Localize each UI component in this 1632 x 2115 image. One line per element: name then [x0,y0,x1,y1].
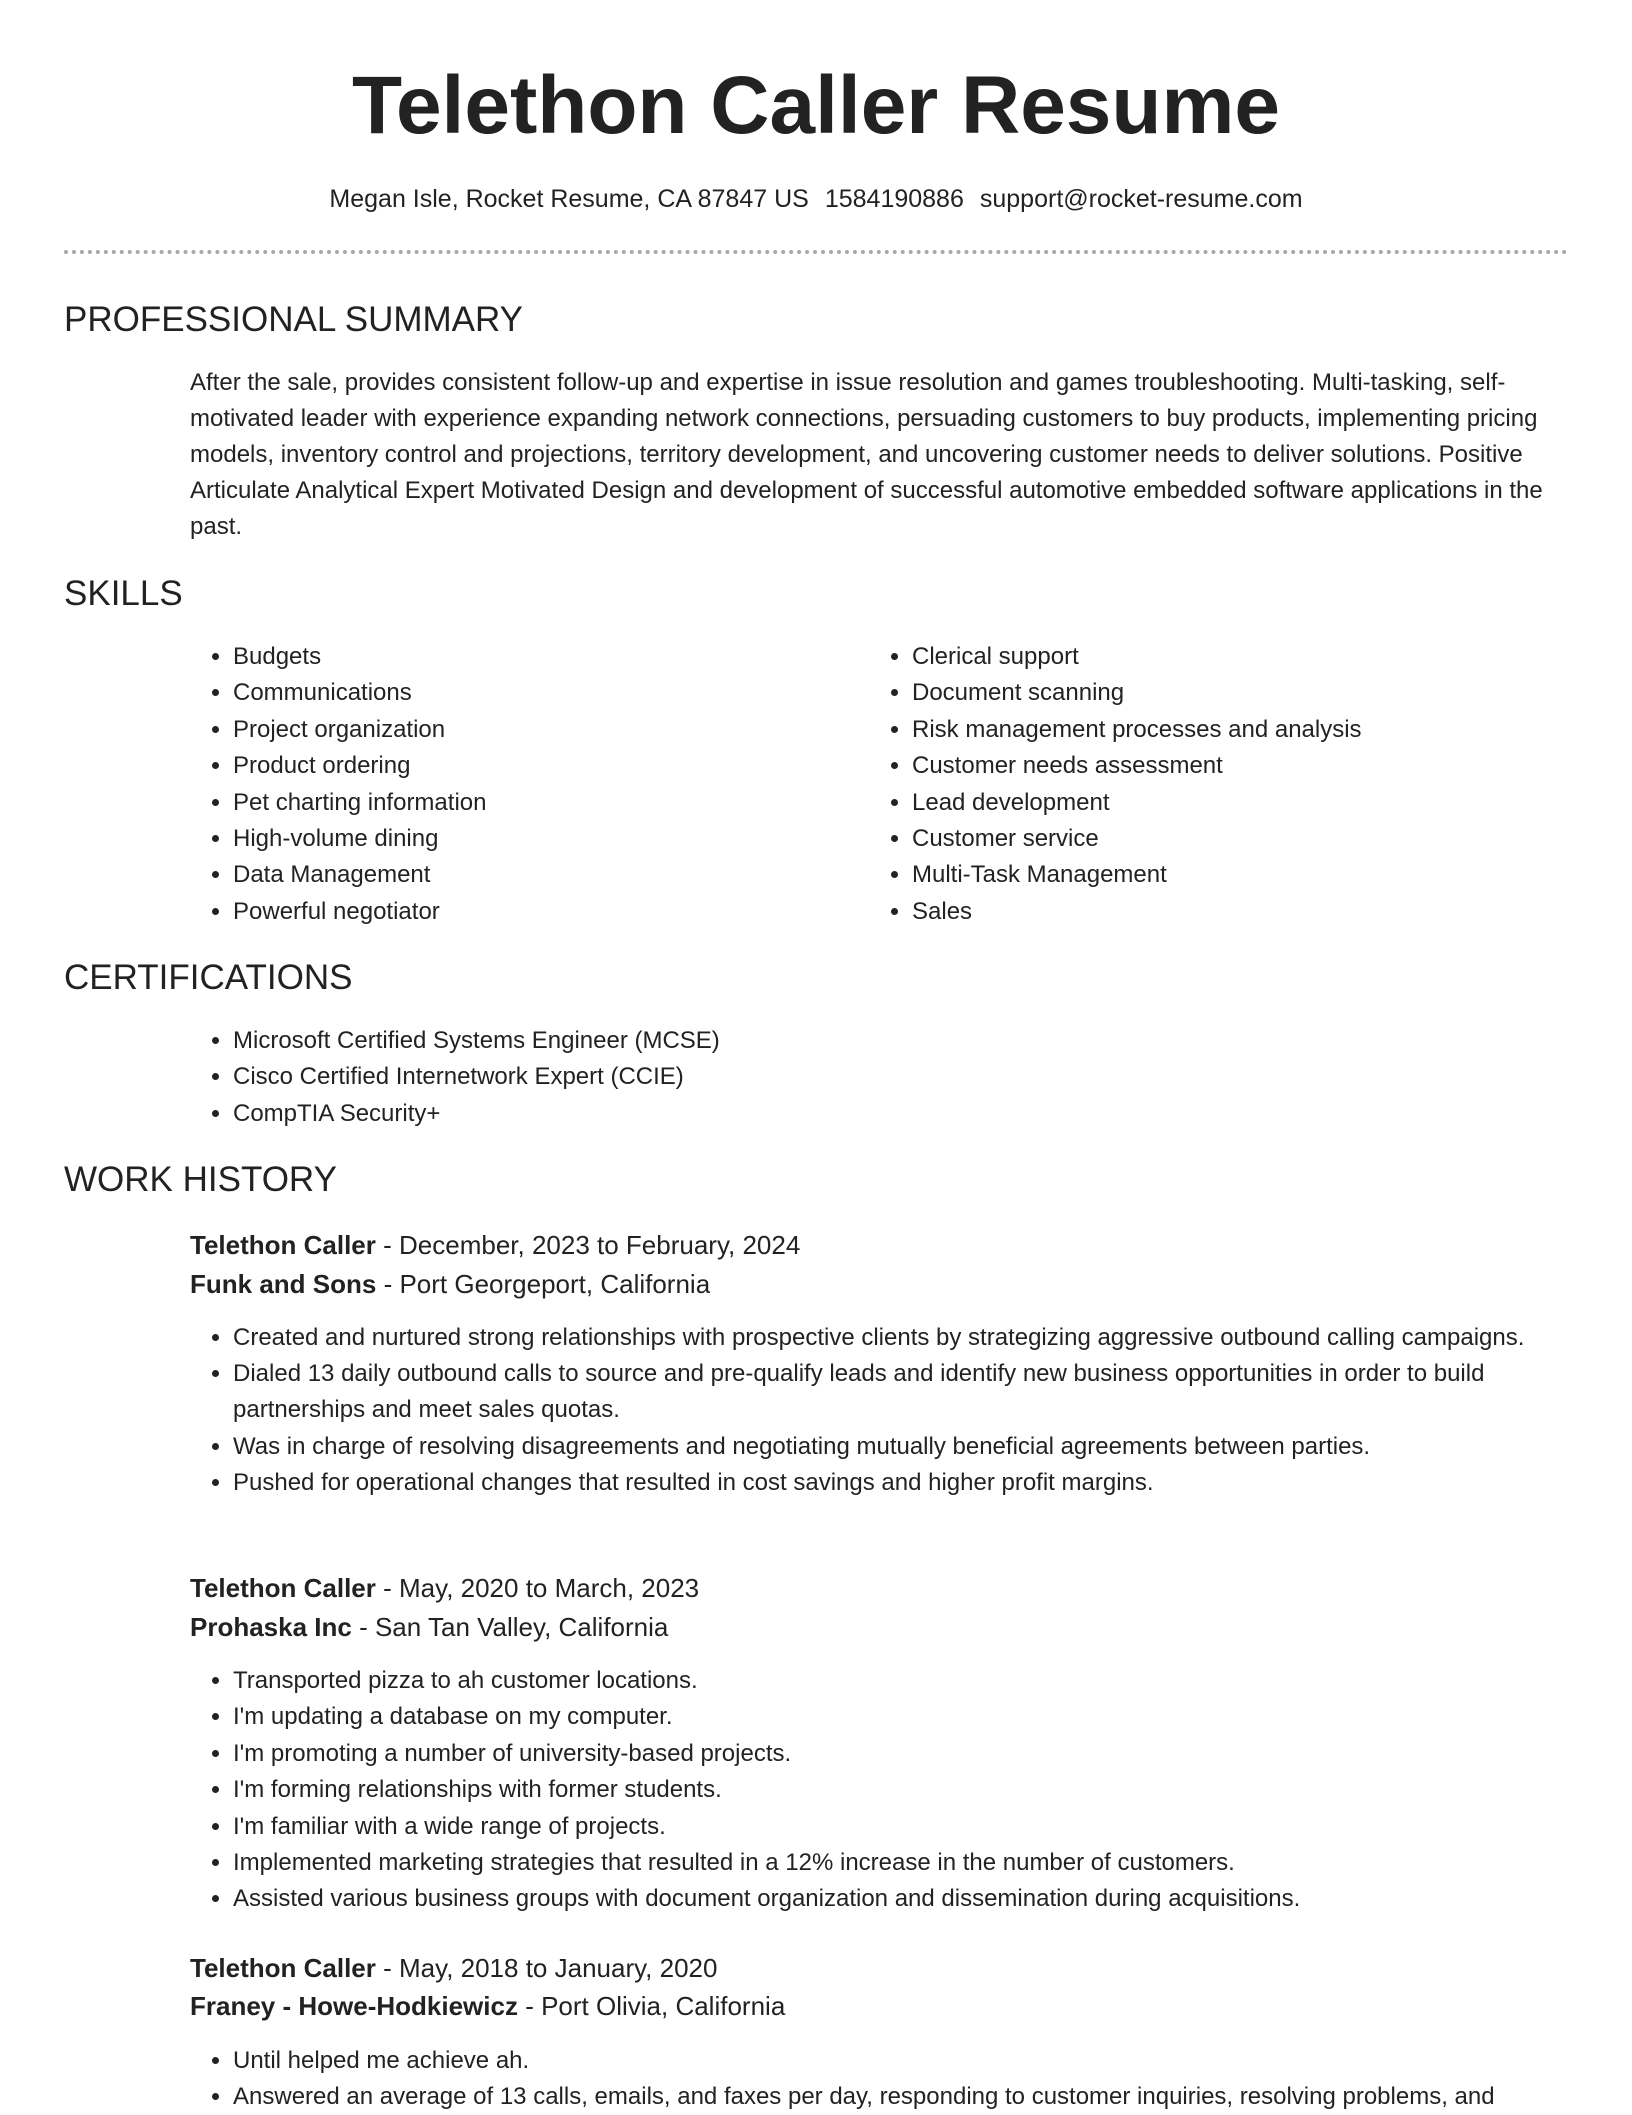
skill-item: • High-volume dining [233,821,853,857]
job-bullet: • Assisted various business groups with document organization and dissemination during acquisitions. [233,1881,1573,1917]
skill-item: • Customer service [912,821,1612,857]
job-bullet: • Was in charge of resolving disagreements and negotiating mutually beneficial agreements between parties. [233,1429,1573,1465]
skill-item: • Multi-Task Management [912,857,1612,893]
job-title-line: Telethon Caller - December, 2023 to February, 2024 [190,1230,801,1260]
work-history-heading: WORK HISTORY [64,1160,337,1199]
summary-text: After the sale, provides consistent follow-up and expertise in issue resolution and games troubleshooting. Multi-tasking, self-motivated leader with experience expanding network connections, persuading customers to buy products, implementing pricing models, inventory control and projections, territory development, and uncovering customer needs to deliver solutions. Positive Articulate Analytical Expert Motivated Design and development of successful automotive embedded software applications in the past. [190,369,1543,540]
job-bullet: • I'm updating a database on my computer. [233,1699,1573,1735]
job-title: Telethon Caller [190,1953,376,1983]
skills-heading: SKILLS [64,574,183,613]
skill-item: • Project organization [233,712,853,748]
job-title: Telethon Caller [190,1573,376,1603]
skills-list-right [869,639,1612,930]
skill-item: • Lead development [912,785,1612,821]
job-bullet: • I'm familiar with a wide range of projects. [233,1809,1573,1845]
job-location: Port Georgeport, California [399,1269,711,1299]
skill-item: • Customer needs assessment [912,748,1612,784]
skill-item: • Powerful negotiator [233,894,853,930]
job-title: Telethon Caller [190,1230,376,1260]
job-dates: December, 2023 to February, 2024 [399,1230,801,1260]
skill-item: • Risk management processes and analysis [912,712,1612,748]
skill-item: • Clerical support [912,639,1612,675]
job-title-line: Telethon Caller - May, 2018 to January, 2020 [190,1953,718,1983]
skill-item: • Budgets [233,639,853,675]
certification-item: • CompTIA Security+ [233,1096,1533,1132]
job-bullet: • Dialed 13 daily outbound calls to source and pre-qualify leads and identify new business opportunities in order to build partnerships and meet sales quotas. [233,1356,1573,1428]
job-bullet: • Answered an average of 13 calls, emails, and faxes per day, responding to customer inquiries, resolving problems, and [233,2079,1593,2115]
job-bullet: • Implemented marketing strategies that resulted in a 12% increase in the number of customers. [233,1845,1573,1881]
job-dates: May, 2018 to January, 2020 [399,1953,718,1983]
skills-list-left [190,639,853,930]
skill-item: • Sales [912,894,1612,930]
job-company: Funk and Sons [190,1269,377,1299]
job-bullet: • Pushed for operational changes that resulted in cost savings and higher profit margins. [233,1465,1573,1501]
job-bullet: • I'm forming relationships with former students. [233,1772,1573,1808]
summary-heading: PROFESSIONAL SUMMARY [64,300,523,339]
skill-item: • Data Management [233,857,853,893]
job-bullets [190,2043,1593,2115]
certifications-heading: CERTIFICATIONS [64,958,353,997]
certification-item: • Cisco Certified Internetwork Expert (CCIE) [233,1059,1533,1095]
job-bullet: • I'm promoting a number of university-based projects. [233,1736,1573,1772]
skill-item: • Communications [233,675,853,711]
header-divider [64,250,1568,254]
contact-address: Megan Isle, Rocket Resume, CA 87847 US [329,185,809,213]
resume-title: Telethon Caller Resume [351,60,1281,151]
job-location: Port Olivia, California [541,1991,786,2021]
job-company-line: Franey - Howe-Hodkiewicz - Port Olivia, California [190,1991,786,2021]
job-company: Prohaska Inc [190,1612,352,1642]
contact-email: support@rocket-resume.com [979,185,1303,213]
certifications-list [190,1023,1533,1132]
job-bullets [190,1320,1573,1501]
job-title-line: Telethon Caller - May, 2020 to March, 2023 [190,1573,700,1603]
job-bullet: • Until helped me achieve ah. [233,2043,1593,2079]
skill-item: • Product ordering [233,748,853,784]
job-location: San Tan Valley, California [374,1612,669,1642]
job-bullet: • Created and nurtured strong relationships with prospective clients by strategizing aggressive outbound calling campaigns. [233,1320,1573,1356]
skill-item: • Document scanning [912,675,1612,711]
job-dates: May, 2020 to March, 2023 [399,1573,700,1603]
contact-line [0,182,1632,216]
contact-phone: 1584190886 [824,185,964,213]
job-company-line: Prohaska Inc - San Tan Valley, California [190,1612,669,1642]
job-company: Franey - Howe-Hodkiewicz [190,1991,518,2021]
certification-item: • Microsoft Certified Systems Engineer (MCSE) [233,1023,1533,1059]
job-bullets [190,1663,1573,1917]
job-company-line: Funk and Sons - Port Georgeport, California [190,1269,711,1299]
job-bullet: • Transported pizza to ah customer locations. [233,1663,1573,1699]
skill-item: • Pet charting information [233,785,853,821]
